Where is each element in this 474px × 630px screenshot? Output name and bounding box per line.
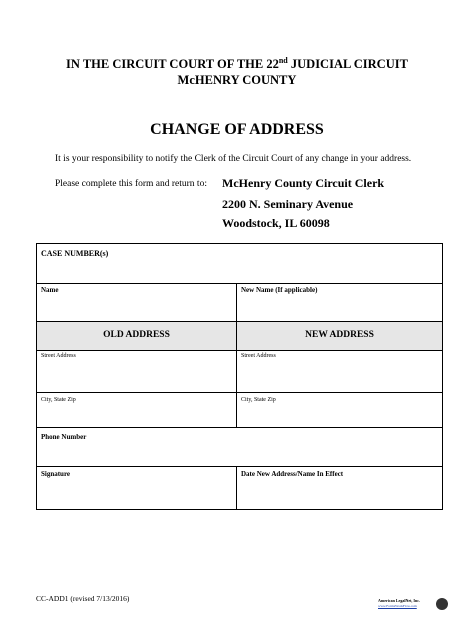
change-of-address-form [36,243,443,510]
seal-icon [436,598,448,610]
divider [37,392,442,393]
old-street-field[interactable]: Street Address [41,353,76,359]
complete-instruction: Please complete this form and return to: [55,179,207,189]
case-number-field[interactable]: CASE NUMBER(s) [41,249,109,258]
divider [37,427,442,428]
divider [37,321,442,322]
court-heading-suffix: JUDICIAL CIRCUIT [287,57,408,72]
clerk-street: 2200 N. Seminary Avenue [222,197,354,211]
name-field[interactable]: Name [41,286,59,294]
new-street-field[interactable]: Street Address [241,353,276,359]
old-address-header: OLD ADDRESS [103,330,170,340]
old-city-field[interactable]: City, State Zip [41,397,76,403]
new-name-field[interactable]: New Name (If applicable) [241,286,318,294]
divider [37,466,442,467]
column-divider [236,466,237,509]
new-address-header: NEW ADDRESS [305,330,374,340]
signature-field[interactable]: Signature [41,470,71,478]
clerk-city: Woodstock, IL 60098 [222,216,330,230]
clerk-name: McHenry County Circuit Clerk [222,176,385,190]
divider [37,283,442,284]
responsibility-text: It is your responsibility to notify the Clerk of the Circuit Court of any change in your address. [55,154,412,164]
publisher-logo [378,598,448,612]
date-effect-field[interactable]: Date New Address/Name In Effect [241,470,344,478]
court-heading-prefix: IN THE CIRCUIT COURT OF THE 22 [66,57,279,72]
court-heading-ordinal: nd [278,56,288,65]
court-heading [0,56,474,72]
county-heading: McHENRY COUNTY [177,73,297,87]
divider [37,350,442,351]
new-city-field[interactable]: City, State Zip [241,397,276,403]
publisher-link[interactable]: www.FormsWorkFlow.com [378,604,417,608]
page-title: CHANGE OF ADDRESS [150,121,324,138]
column-divider [236,283,237,427]
form-id: CC-ADD1 (revised 7/13/2016) [36,594,130,603]
phone-field[interactable]: Phone Number [41,433,87,441]
publisher-name: American LegalNet, Inc. [378,598,420,603]
